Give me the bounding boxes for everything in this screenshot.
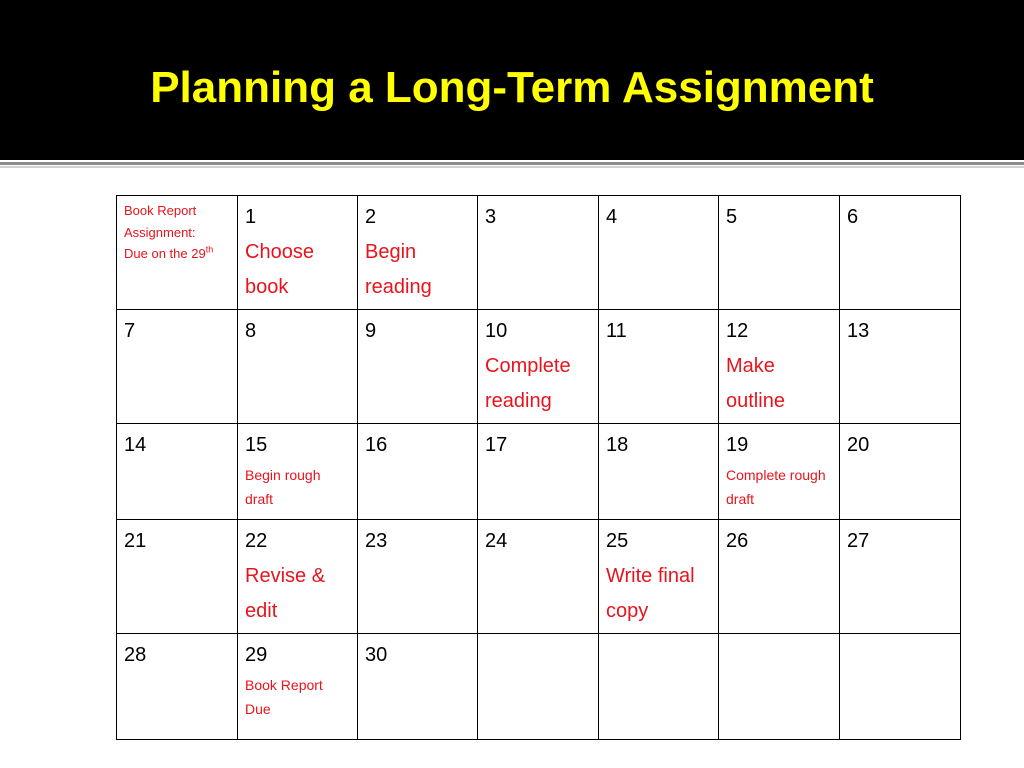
calendar-day-cell — [478, 196, 599, 310]
day-number: 14 — [124, 434, 147, 456]
calendar-day-cell — [478, 424, 599, 520]
day-number: 5 — [726, 206, 738, 228]
day-number: 23 — [365, 530, 388, 552]
calendar-day-cell — [599, 520, 719, 634]
task-label: Begin rough draft — [245, 467, 321, 507]
calendar-day-cell — [840, 424, 961, 520]
task-label: Choose book — [245, 241, 314, 298]
calendar-day-cell — [719, 310, 840, 424]
divider — [0, 166, 1024, 168]
calendar-day-cell — [599, 634, 719, 740]
calendar-week — [117, 424, 961, 520]
day-number: 21 — [124, 530, 147, 552]
day-number: 22 — [245, 530, 268, 552]
calendar-week — [117, 196, 961, 310]
day-number: 9 — [365, 320, 377, 342]
day-number: 8 — [245, 320, 257, 342]
calendar-day-cell — [117, 424, 238, 520]
day-number: 1 — [245, 206, 257, 228]
day-number: 19 — [726, 434, 749, 456]
task-label: Make outline — [726, 355, 785, 412]
calendar-day-cell — [719, 634, 840, 740]
calendar-day-cell — [719, 196, 840, 310]
assignment-info-line: Book Report — [124, 203, 197, 218]
task-label: Complete reading — [485, 355, 571, 412]
calendar-day-cell — [238, 424, 358, 520]
assignment-info-cell — [117, 196, 238, 310]
assignment-calendar — [116, 195, 961, 740]
day-number: 24 — [485, 530, 508, 552]
task-label: Revise & edit — [245, 565, 326, 622]
page-title: Planning a Long-Term Assignment — [150, 63, 874, 112]
calendar-week — [117, 634, 961, 740]
day-number: 29 — [245, 644, 268, 666]
calendar-day-cell — [358, 196, 478, 310]
task-label: Book Report Due — [245, 677, 323, 717]
calendar-week — [117, 520, 961, 634]
day-number: 4 — [606, 206, 618, 228]
calendar-day-cell — [358, 424, 478, 520]
calendar-day-cell — [840, 310, 961, 424]
calendar-day-cell — [840, 196, 961, 310]
task-label: Complete rough draft — [726, 467, 826, 507]
calendar-day-cell — [478, 310, 599, 424]
calendar-day-cell — [840, 520, 961, 634]
calendar-day-cell — [840, 634, 961, 740]
calendar-day-cell — [358, 310, 478, 424]
day-number: 18 — [606, 434, 629, 456]
day-number: 25 — [606, 530, 629, 552]
calendar-day-cell — [599, 310, 719, 424]
calendar-day-cell — [719, 520, 840, 634]
task-label: Begin reading — [365, 241, 432, 298]
day-number: 16 — [365, 434, 388, 456]
calendar-day-cell — [117, 520, 238, 634]
calendar-day-cell — [719, 424, 840, 520]
calendar-day-cell — [478, 634, 599, 740]
calendar-day-cell — [599, 424, 719, 520]
assignment-info-line: Assignment: — [124, 224, 196, 240]
calendar-day-cell — [358, 520, 478, 634]
day-number: 28 — [124, 644, 147, 666]
day-number: 6 — [847, 206, 859, 228]
day-number: 2 — [365, 206, 377, 228]
assignment-due-line: Due on the 29th — [124, 244, 214, 261]
day-number: 10 — [485, 320, 508, 342]
day-number: 3 — [485, 206, 497, 228]
calendar-day-cell — [238, 634, 358, 740]
day-number: 30 — [365, 644, 388, 666]
task-label: Write final copy — [606, 565, 695, 622]
calendar-day-cell — [238, 196, 358, 310]
day-number: 15 — [245, 434, 268, 456]
day-number: 26 — [726, 530, 749, 552]
calendar-day-cell — [117, 310, 238, 424]
day-number: 20 — [847, 434, 870, 456]
day-number: 27 — [847, 530, 870, 552]
day-number: 12 — [726, 320, 749, 342]
day-number: 13 — [847, 320, 870, 342]
day-number: 17 — [485, 434, 508, 456]
calendar-day-cell — [478, 520, 599, 634]
calendar-day-cell — [358, 634, 478, 740]
calendar-day-cell — [599, 196, 719, 310]
calendar-day-cell — [117, 634, 238, 740]
calendar-day-cell — [238, 520, 358, 634]
day-number: 11 — [606, 320, 627, 342]
divider — [0, 162, 1024, 165]
calendar-week — [117, 310, 961, 424]
calendar-day-cell — [238, 310, 358, 424]
day-number: 7 — [124, 320, 136, 342]
